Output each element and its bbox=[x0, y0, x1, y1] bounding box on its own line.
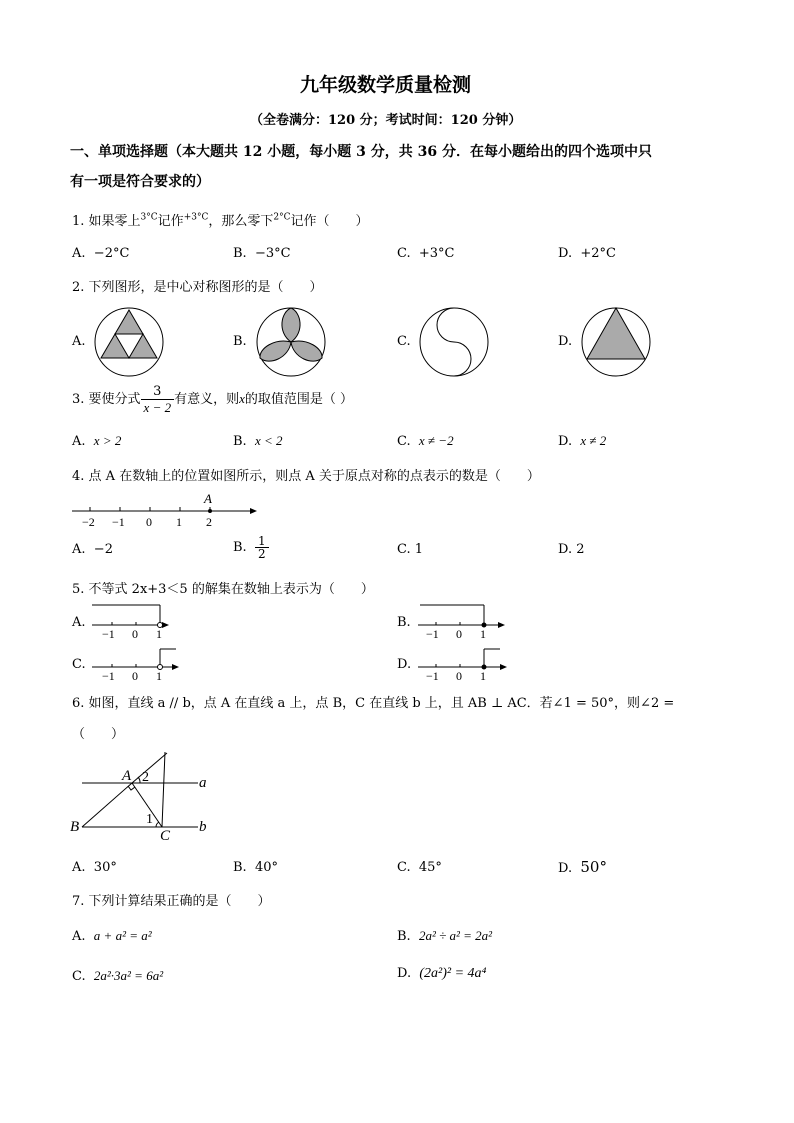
q4-option-d[interactable]: D. 2 bbox=[558, 542, 585, 557]
q5-tick-label: 0 bbox=[132, 627, 138, 641]
q6-option-d[interactable]: D. 50° bbox=[558, 858, 607, 876]
q1-temp-3: 2°C bbox=[273, 212, 291, 223]
q2-label-b[interactable]: B. bbox=[233, 334, 247, 349]
question-6-line2: （ ） bbox=[72, 727, 125, 742]
q5-tick-label: −1 bbox=[102, 627, 115, 641]
q7-option-c[interactable]: C. 2a²·3a² = 6a² bbox=[72, 968, 164, 984]
q6-label-a-point: A bbox=[122, 768, 132, 784]
q5-tick-label: 0 bbox=[456, 669, 462, 683]
q4-option-a[interactable]: A. −2 bbox=[72, 542, 113, 557]
q1-mid: 记作 bbox=[157, 214, 184, 229]
page-subtitle: （全卷满分：120 分；考试时间：120 分钟） bbox=[250, 113, 522, 128]
q6-figure bbox=[70, 750, 220, 845]
q5-label-c[interactable]: C. bbox=[72, 657, 86, 672]
q5-tick-label: −1 bbox=[426, 669, 439, 683]
question-2: 2. 下列图形，是中心对称图形的是（ ） bbox=[72, 280, 323, 295]
q3-option-c[interactable]: C. x ≠ −2 bbox=[397, 433, 454, 449]
q4-option-b[interactable]: B. $\frac{1}{2}$ bbox=[233, 535, 269, 560]
q5-label-a[interactable]: A. bbox=[72, 615, 86, 630]
q4-tick-label: −2 bbox=[82, 515, 95, 529]
q1-post: 记作（ ） bbox=[290, 214, 369, 229]
q6-label-angle-2: 2 bbox=[142, 770, 149, 785]
q4-tick-label: −1 bbox=[112, 515, 125, 529]
q5-tick-label: 0 bbox=[456, 627, 462, 641]
q5-tick-label: 1 bbox=[480, 627, 486, 641]
q1-temp-2: +3°C bbox=[183, 212, 209, 223]
q6-label-c-point: C bbox=[160, 828, 171, 844]
q5-tick-label: 0 bbox=[132, 669, 138, 683]
q7-option-d[interactable]: D. (2a²)² = 4a⁴ bbox=[397, 966, 487, 981]
question-5: 5. 不等式 2x+3＜5 的解集在数轴上表示为（ ） bbox=[72, 582, 374, 597]
q6-label-b-point: B bbox=[70, 819, 80, 835]
q5-tick-label: 1 bbox=[480, 669, 486, 683]
q6-option-a[interactable]: A. 30° bbox=[72, 860, 117, 875]
question-6-line1: 6. 如图，直线 a // b，点 A 在直线 a 上，点 B，C 在直线 b 上，且 AB ⊥ AC．若∠1 = 50°，则∠2 = bbox=[72, 696, 675, 711]
q3-option-b[interactable]: B. x < 2 bbox=[233, 433, 283, 449]
q3-option-d[interactable]: D. x ≠ 2 bbox=[558, 433, 607, 449]
q5-tick-label: 1 bbox=[156, 627, 162, 641]
q2-figure-b bbox=[255, 306, 327, 378]
question-7: 7. 下列计算结果正确的是（ ） bbox=[72, 894, 271, 909]
q5-tick-label: −1 bbox=[426, 627, 439, 641]
q5-tick-label: 1 bbox=[156, 669, 162, 683]
page-title: 九年级数学质量检测 bbox=[300, 74, 472, 96]
q4-tick-label: 2 bbox=[206, 515, 212, 529]
q1-option-a[interactable]: A. −2°C bbox=[72, 246, 130, 261]
q1-option-d[interactable]: D. +2°C bbox=[558, 246, 616, 261]
q6-label-line-b: b bbox=[199, 819, 207, 835]
question-3: 3. 要使分式 $\frac{3}{x - 2}$ 有意义，则x的取值范围是（ ） bbox=[72, 384, 354, 415]
q6-label-line-a: a bbox=[199, 775, 207, 791]
q6-label-angle-1: 1 bbox=[146, 812, 153, 827]
q2-figure-a bbox=[93, 306, 165, 378]
q6-option-b[interactable]: B. 40° bbox=[233, 860, 278, 875]
q5-number-line-a bbox=[92, 603, 170, 643]
q2-label-d[interactable]: D. bbox=[558, 334, 573, 349]
q4-tick-label: 0 bbox=[146, 515, 152, 529]
section-heading-line1: 一、单项选择题（本大题共 12 小题，每小题 3 分，共 36 分．在每小题给出的四个选项中只 bbox=[70, 144, 652, 160]
q5-number-line-c bbox=[92, 645, 182, 685]
q2-figure-d bbox=[580, 306, 652, 378]
q3-option-a[interactable]: A. x > 2 bbox=[72, 433, 122, 449]
q5-label-d[interactable]: D. bbox=[397, 657, 412, 672]
q2-label-c[interactable]: C. bbox=[397, 334, 411, 349]
q5-tick-label: −1 bbox=[102, 669, 115, 683]
q5-number-line-b bbox=[418, 603, 508, 643]
q4-point-a-label: A bbox=[204, 491, 212, 506]
q1-mid2: ，那么零下 bbox=[208, 214, 274, 229]
q4-number-line bbox=[72, 490, 257, 530]
q2-figure-c bbox=[418, 306, 490, 378]
q1-temp-1: 3°C bbox=[140, 212, 158, 223]
q4-tick-label: 1 bbox=[176, 515, 182, 529]
q1-prefix: 1. 如果零上 bbox=[72, 214, 141, 229]
q7-option-b[interactable]: B. 2a² ÷ a² = 2a² bbox=[397, 928, 493, 944]
q1-option-b[interactable]: B. −3°C bbox=[233, 246, 291, 261]
question-1 bbox=[72, 210, 369, 229]
q5-label-b[interactable]: B. bbox=[397, 615, 411, 630]
q1-option-c[interactable]: C. +3°C bbox=[397, 246, 455, 261]
q4-option-c[interactable]: C. 1 bbox=[397, 542, 424, 557]
q3-fraction: $\frac{3}{x - 2}$ bbox=[141, 384, 175, 415]
question-4: 4. 点 A 在数轴上的位置如图所示，则点 A 关于原点对称的点表示的数是（ ） bbox=[72, 469, 540, 484]
q6-option-c[interactable]: C. 45° bbox=[397, 860, 442, 875]
section-heading-line2: 有一项是符合要求的） bbox=[70, 174, 210, 190]
q5-number-line-d bbox=[418, 645, 510, 685]
q2-label-a[interactable]: A. bbox=[72, 334, 86, 349]
q7-option-a[interactable]: A. a + a² = a² bbox=[72, 928, 152, 944]
